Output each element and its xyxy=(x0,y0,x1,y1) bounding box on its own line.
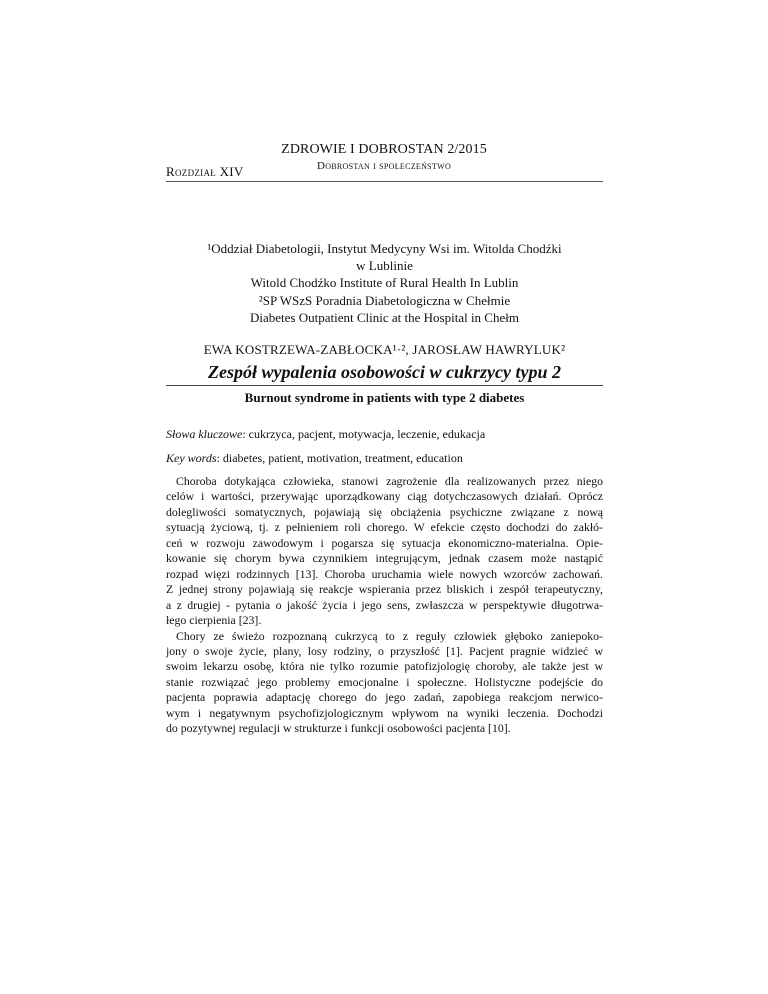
text-line: do pozytywnej regulacji w strukturze i funkcji osobowości pacjenta [10]. xyxy=(166,721,511,736)
text-line: rozpad więzi rodzinnych [13]. Choroba uruchamia wiele nowych wzorców zachowań. xyxy=(166,566,603,581)
affiliation-line: Diabetes Outpatient Clinic at the Hospital in Chełm xyxy=(250,309,519,325)
affiliation-line: Witold Chodźko Institute of Rural Health In Lublin xyxy=(250,275,519,291)
text-line: wym i negatywnym psychofizjologicznym wpływom na wyniki leczenia. Dochodzi xyxy=(166,705,603,720)
body-text xyxy=(166,474,603,737)
affiliation-line: ¹Oddział Diabetologii, Instytut Medycyny Wsi im. Witolda Chodźki xyxy=(207,241,562,256)
header-divider xyxy=(166,181,603,182)
keywords-label: Słowa kluczowe xyxy=(166,427,243,441)
author-list: EWA KOSTRZEWA-ZABŁOCKA¹·², JAROSŁAW HAWRYLUK² xyxy=(203,342,566,357)
text-line: stanie rozwiązać jego problemy emocjonalne i społeczne. Holistyczne podejście do xyxy=(166,674,603,689)
section-title xyxy=(0,160,768,172)
text-line: ceń w rozwoju zawodowym i pogarsza się sytuacja ekonomiczno-materialna. Opie- xyxy=(166,535,603,550)
chapter-label: Rozdział XIV xyxy=(166,164,244,179)
paragraph xyxy=(166,629,603,737)
journal-title: ZDROWIE I DOBROSTAN 2/2015 xyxy=(281,142,487,157)
text-line: łego cierpienia [23]. xyxy=(166,613,262,628)
paragraph xyxy=(166,474,603,629)
keywords-label: Key words xyxy=(166,451,217,465)
text-line: kowanie się chorym bywa czynnikiem integrującym, jednak czasem może nastąpić xyxy=(166,551,603,566)
text-line: Chory ze świeżo rozpoznaną cukrzycą to z reguły człowiek głęboko zaniepoko- xyxy=(176,628,603,643)
title-divider xyxy=(166,385,603,386)
keywords-polish xyxy=(166,427,603,442)
section-title-text: Dobrostan i społeczeństwo xyxy=(316,160,452,172)
text-line: Z jednej strony pojawiają się reakcje wspierania przez bliskich i zespół terapeutyczny, xyxy=(166,582,603,597)
text-line: Choroba dotykająca człowieka, stanowi zagrożenie dla realizowanych przez niego xyxy=(176,474,603,488)
text-line: swoim lekarzu osobę, która nie tylko rozumie patofizjologię choroby, ale także jest w xyxy=(166,659,603,674)
keywords-text: : cukrzyca, pacjent, motywacja, leczenie, edukacja xyxy=(242,427,486,441)
text-line: a z drugiej - pytania o jakość życia i jego sens, zwłaszcza w perspektywie długotrwa- xyxy=(166,597,603,612)
keywords-text: : diabetes, patient, motivation, treatment, education xyxy=(216,451,463,465)
text-line: dolegliwości somatycznych, pojawiają się obciążenia psychiczne związane z nową xyxy=(166,504,603,519)
text-line: pacjenta poprawia adaptację chorego do jego zadań, zapobiega reakcjom nerwico- xyxy=(166,690,603,705)
paper-title: Zespół wypalenia osobowości w cukrzycy typu 2 xyxy=(208,362,561,382)
affiliation-line: w Lublinie xyxy=(356,258,413,274)
paper-subtitle-english: Burnout syndrome in patients with type 2 diabetes xyxy=(244,390,525,405)
text-line: sytuacją życiową, tj. z pełnieniem roli chorego. W efekcie często dochodzi do zakłó- xyxy=(166,520,603,535)
text-line: celów i wartości, przerywając uporządkowany ciąg dotychczasowych działań. Oprócz xyxy=(166,489,603,504)
affiliation-line: ²SP WSzS Poradnia Diabetologiczna w Chełmie xyxy=(258,292,511,308)
text-line: jony o swoje życie, plany, losy rodziny, o przyszłość [1]. Pacjent pragnie widzieć w xyxy=(166,643,603,658)
affiliations xyxy=(166,240,603,326)
keywords-english xyxy=(166,451,603,466)
